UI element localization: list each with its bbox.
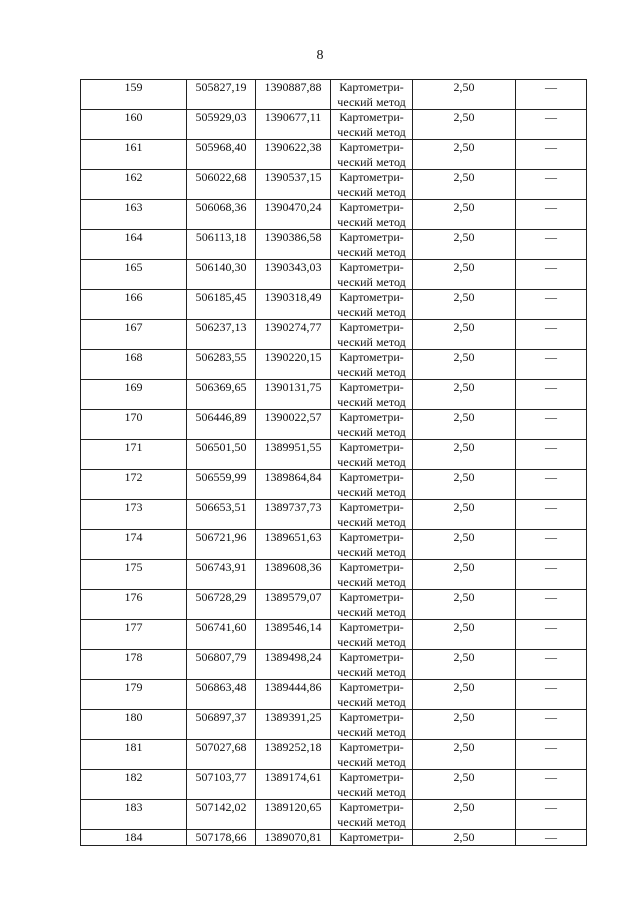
page-number: 8 [316,48,324,63]
accuracy-cell: 2,50 [413,170,516,200]
accuracy-cell: 2,50 [413,710,516,740]
method-line-2: ческий метод [337,304,406,319]
method-line-1: Картометри- [339,590,404,604]
table-row [81,290,587,320]
description-cell: — [516,740,587,770]
x-coordinate-cell: 507142,02 [187,800,256,830]
description-cell: — [516,290,587,320]
method-line-1: Картометри- [339,770,404,784]
table-row [81,830,587,846]
y-coordinate-cell: 1390022,57 [256,410,331,440]
description-cell: — [516,410,587,440]
method-line-2: ческий метод [337,94,406,109]
accuracy-cell: 2,50 [413,80,516,110]
y-coordinate-cell: 1390622,38 [256,140,331,170]
accuracy-cell: 2,50 [413,590,516,620]
x-coordinate-cell: 506807,79 [187,650,256,680]
method-cell [331,740,413,770]
x-coordinate-cell: 506721,96 [187,530,256,560]
point-number-cell: 162 [81,170,187,200]
description-cell: — [516,710,587,740]
point-number-cell: 175 [81,560,187,590]
x-coordinate-cell: 505968,40 [187,140,256,170]
y-coordinate-cell: 1389579,07 [256,590,331,620]
x-coordinate-cell: 506741,60 [187,620,256,650]
y-coordinate-cell: 1390274,77 [256,320,331,350]
x-coordinate-cell: 506863,48 [187,680,256,710]
method-line-2: ческий метод [337,364,406,379]
method-line-2: ческий метод [337,754,406,769]
x-coordinate-cell: 506897,37 [187,710,256,740]
accuracy-cell: 2,50 [413,350,516,380]
description-cell: — [516,620,587,650]
point-number-cell: 160 [81,110,187,140]
point-number-cell: 168 [81,350,187,380]
point-number-cell: 183 [81,800,187,830]
method-line-2: ческий метод [337,124,406,139]
point-number-cell: 169 [81,380,187,410]
point-number-cell: 177 [81,620,187,650]
point-number-cell: 166 [81,290,187,320]
y-coordinate-cell: 1390677,11 [256,110,331,140]
table-row [81,200,587,230]
method-line-1: Картометри- [339,560,404,574]
method-line-1: Картометри- [339,680,404,694]
accuracy-cell: 2,50 [413,680,516,710]
x-coordinate-cell: 506140,30 [187,260,256,290]
y-coordinate-cell: 1390343,03 [256,260,331,290]
method-line-2: ческий метод [337,274,406,289]
method-line-2: ческий метод [337,154,406,169]
point-number-cell: 170 [81,410,187,440]
description-cell: — [516,560,587,590]
description-cell: — [516,680,587,710]
table-row [81,470,587,500]
x-coordinate-cell: 506237,13 [187,320,256,350]
method-cell [331,530,413,560]
method-cell [331,230,413,260]
method-line-1: Картометри- [339,470,404,484]
accuracy-cell: 2,50 [413,410,516,440]
y-coordinate-cell: 1389737,73 [256,500,331,530]
method-line-1: Картометри- [339,230,404,244]
method-line-1: Картометри- [339,320,404,334]
table-row [81,230,587,260]
method-line-1: Картометри- [339,260,404,274]
method-cell [331,350,413,380]
method-cell [331,650,413,680]
accuracy-cell: 2,50 [413,380,516,410]
method-line-1: Картометри- [339,80,404,94]
coordinates-table-body [81,80,587,846]
table-row [81,110,587,140]
table-row [81,350,587,380]
accuracy-cell: 2,50 [413,800,516,830]
method-line-1: Картометри- [339,530,404,544]
method-cell [331,80,413,110]
point-number-cell: 184 [81,830,187,846]
description-cell: — [516,530,587,560]
description-cell: — [516,140,587,170]
method-line-2: ческий метод [337,604,406,619]
table-row [81,440,587,470]
table-row [81,710,587,740]
description-cell: — [516,590,587,620]
accuracy-cell: 2,50 [413,140,516,170]
x-coordinate-cell: 506501,50 [187,440,256,470]
table-row [81,260,587,290]
method-cell [331,680,413,710]
point-number-cell: 171 [81,440,187,470]
method-cell [331,260,413,290]
x-coordinate-cell: 506728,29 [187,590,256,620]
y-coordinate-cell: 1389120,65 [256,800,331,830]
method-line-1: Картометри- [339,500,404,514]
x-coordinate-cell: 506283,55 [187,350,256,380]
method-cell [331,380,413,410]
y-coordinate-cell: 1390470,24 [256,200,331,230]
method-line-1: Картометри- [339,380,404,394]
method-cell [331,590,413,620]
table-row [81,380,587,410]
x-coordinate-cell: 506559,99 [187,470,256,500]
x-coordinate-cell: 506022,68 [187,170,256,200]
method-line-1: Картометри- [339,830,404,844]
y-coordinate-cell: 1389608,36 [256,560,331,590]
accuracy-cell: 2,50 [413,110,516,140]
method-line-2: ческий метод [337,634,406,649]
accuracy-cell: 2,50 [413,200,516,230]
method-cell [331,140,413,170]
method-line-2: ческий метод [337,454,406,469]
x-coordinate-cell: 506743,91 [187,560,256,590]
table-row [81,410,587,440]
accuracy-cell: 2,50 [413,260,516,290]
method-line-2: ческий метод [337,214,406,229]
method-line-1: Картометри- [339,740,404,754]
description-cell: — [516,770,587,800]
method-line-1: Картометри- [339,410,404,424]
point-number-cell: 176 [81,590,187,620]
x-coordinate-cell: 507178,66 [187,830,256,846]
y-coordinate-cell: 1390887,88 [256,80,331,110]
y-coordinate-cell: 1389951,55 [256,440,331,470]
description-cell: — [516,500,587,530]
point-number-cell: 172 [81,470,187,500]
method-line-1: Картометри- [339,710,404,724]
method-line-1: Картометри- [339,110,404,124]
accuracy-cell: 2,50 [413,830,516,846]
y-coordinate-cell: 1389864,84 [256,470,331,500]
table-row [81,170,587,200]
description-cell: — [516,110,587,140]
point-number-cell: 161 [81,140,187,170]
accuracy-cell: 2,50 [413,650,516,680]
method-line-1: Картометри- [339,650,404,664]
method-cell [331,470,413,500]
point-number-cell: 180 [81,710,187,740]
accuracy-cell: 2,50 [413,320,516,350]
x-coordinate-cell: 505827,19 [187,80,256,110]
y-coordinate-cell: 1389444,86 [256,680,331,710]
method-line-1: Картометри- [339,200,404,214]
x-coordinate-cell: 506113,18 [187,230,256,260]
description-cell: — [516,830,587,846]
method-line-1: Картометри- [339,620,404,634]
x-coordinate-cell: 507103,77 [187,770,256,800]
table-row [81,800,587,830]
accuracy-cell: 2,50 [413,620,516,650]
description-cell: — [516,320,587,350]
x-coordinate-cell: 505929,03 [187,110,256,140]
y-coordinate-cell: 1389498,24 [256,650,331,680]
description-cell: — [516,260,587,290]
table-row [81,740,587,770]
method-line-2: ческий метод [337,244,406,259]
x-coordinate-cell: 507027,68 [187,740,256,770]
method-line-2: ческий метод [337,814,406,829]
y-coordinate-cell: 1389174,61 [256,770,331,800]
method-line-2: ческий метод [337,694,406,709]
table-row [81,500,587,530]
y-coordinate-cell: 1390386,58 [256,230,331,260]
y-coordinate-cell: 1390131,75 [256,380,331,410]
y-coordinate-cell: 1390220,15 [256,350,331,380]
method-cell [331,800,413,830]
method-line-1: Картометри- [339,290,404,304]
method-cell [331,500,413,530]
method-cell [331,620,413,650]
point-number-cell: 167 [81,320,187,350]
method-line-2: ческий метод [337,544,406,559]
table-row [81,530,587,560]
description-cell: — [516,350,587,380]
coordinates-table [80,79,587,846]
method-line-2: ческий метод [337,784,406,799]
y-coordinate-cell: 1389391,25 [256,710,331,740]
method-cell [331,560,413,590]
table-row [81,590,587,620]
method-line-1: Картометри- [339,350,404,364]
x-coordinate-cell: 506068,36 [187,200,256,230]
table-row [81,680,587,710]
point-number-cell: 173 [81,500,187,530]
method-line-2: ческий метод [337,334,406,349]
method-cell [331,170,413,200]
accuracy-cell: 2,50 [413,770,516,800]
point-number-cell: 159 [81,80,187,110]
accuracy-cell: 2,50 [413,230,516,260]
point-number-cell: 178 [81,650,187,680]
x-coordinate-cell: 506446,89 [187,410,256,440]
description-cell: — [516,380,587,410]
y-coordinate-cell: 1389070,81 [256,830,331,846]
method-cell [331,770,413,800]
method-cell [331,440,413,470]
method-cell [331,410,413,440]
description-cell: — [516,650,587,680]
method-line-1: Картометри- [339,800,404,814]
description-cell: — [516,170,587,200]
method-line-2: ческий метод [337,664,406,679]
y-coordinate-cell: 1390318,49 [256,290,331,320]
description-cell: — [516,230,587,260]
point-number-cell: 182 [81,770,187,800]
accuracy-cell: 2,50 [413,290,516,320]
method-line-1: Картометри- [339,170,404,184]
method-cell [331,110,413,140]
table-row [81,80,587,110]
method-line-2: ческий метод [337,424,406,439]
method-line-1: Картометри- [339,140,404,154]
x-coordinate-cell: 506653,51 [187,500,256,530]
method-line-2: ческий метод [337,484,406,499]
y-coordinate-cell: 1389252,18 [256,740,331,770]
table-row [81,560,587,590]
method-line-2: ческий метод [337,394,406,409]
table-row [81,650,587,680]
method-line-2: ческий метод [337,514,406,529]
point-number-cell: 179 [81,680,187,710]
y-coordinate-cell: 1390537,15 [256,170,331,200]
accuracy-cell: 2,50 [413,500,516,530]
description-cell: — [516,800,587,830]
method-line-1: Картометри- [339,440,404,454]
point-number-cell: 164 [81,230,187,260]
y-coordinate-cell: 1389651,63 [256,530,331,560]
x-coordinate-cell: 506369,65 [187,380,256,410]
method-cell [331,710,413,740]
point-number-cell: 163 [81,200,187,230]
accuracy-cell: 2,50 [413,470,516,500]
y-coordinate-cell: 1389546,14 [256,620,331,650]
x-coordinate-cell: 506185,45 [187,290,256,320]
point-number-cell: 165 [81,260,187,290]
description-cell: — [516,440,587,470]
accuracy-cell: 2,50 [413,560,516,590]
table-row [81,140,587,170]
table-row [81,620,587,650]
accuracy-cell: 2,50 [413,530,516,560]
accuracy-cell: 2,50 [413,740,516,770]
method-line-2: ческий метод [337,724,406,739]
point-number-cell: 174 [81,530,187,560]
method-cell [331,830,413,846]
description-cell: — [516,80,587,110]
method-line-2: ческий метод [337,184,406,199]
accuracy-cell: 2,50 [413,440,516,470]
table-row [81,770,587,800]
method-line-2: ческий метод [337,574,406,589]
method-cell [331,290,413,320]
description-cell: — [516,200,587,230]
method-cell [331,320,413,350]
description-cell: — [516,470,587,500]
method-cell [331,200,413,230]
table-row [81,320,587,350]
point-number-cell: 181 [81,740,187,770]
